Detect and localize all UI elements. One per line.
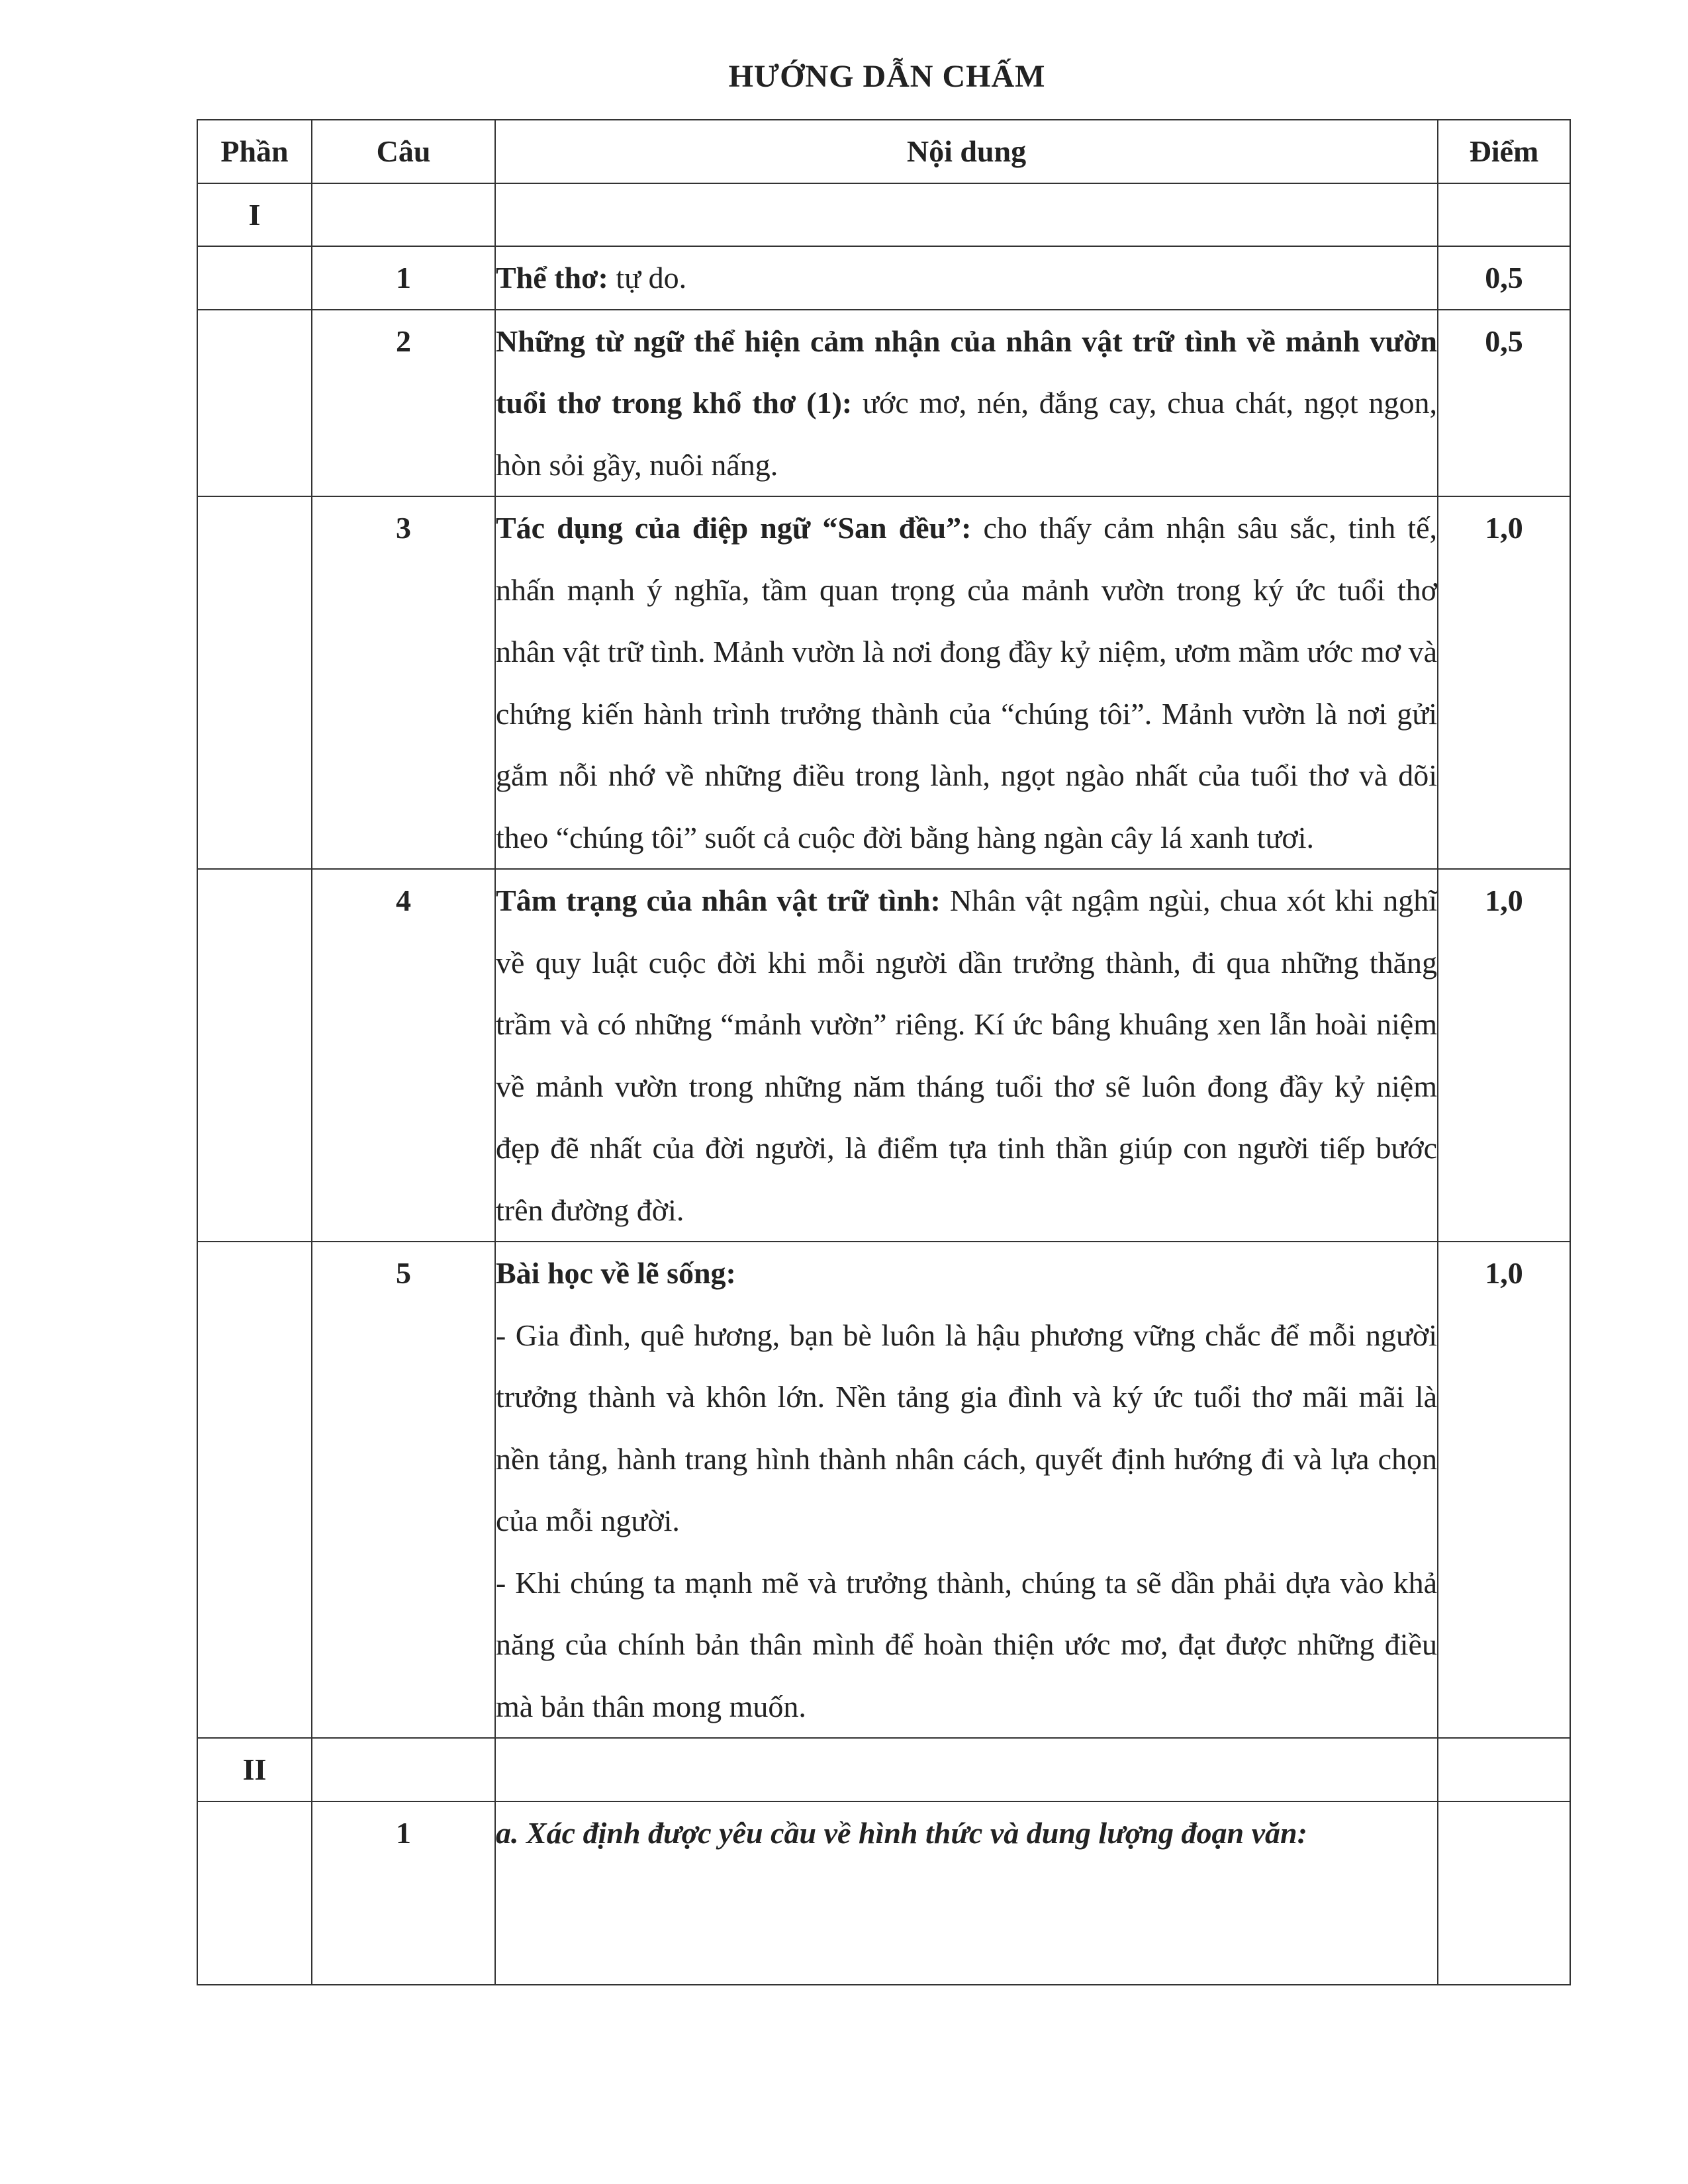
answer-content — [495, 1801, 1438, 1985]
answer-text: tự do. — [608, 261, 687, 295]
table-row — [197, 496, 1570, 869]
section-row-1 — [197, 183, 1570, 247]
table-row — [197, 1801, 1570, 1985]
answer-text: ước mơ, nén, đắng cay, chua chát, ngọt ngon, hòn sỏi gầy, nuôi nấng. — [496, 386, 1437, 482]
header-phan: Phần — [197, 120, 312, 183]
answer-text: Nhân vật ngậm ngùi, chua xót khi nghĩ về quy luật cuộc đời khi mỗi người dần trưởng thành, đi qua những thăng trầm và có những “mảnh vườn” riêng. Kí ức bâng khuâng xen lẫn hoài niệm về mảnh vườn trong những năm tháng tuổi thơ sẽ luôn đong đầy kỷ niệm đẹp đẽ nhất của đời người, là điểm tựa tinh thần giúp con người tiếp bước trên đường đời. — [496, 884, 1437, 1227]
question-number: 1 — [312, 246, 495, 310]
answer-lead: Tác dụng của điệp ngữ “San đều”: — [496, 511, 972, 545]
question-number: 1 — [312, 1801, 495, 1985]
answer-content — [495, 869, 1438, 1242]
section-row-2 — [197, 1738, 1570, 1801]
question-number: 2 — [312, 310, 495, 497]
answer-content — [495, 496, 1438, 869]
score — [1438, 1801, 1570, 1985]
header-row — [197, 120, 1570, 183]
score: 1,0 — [1438, 869, 1570, 1242]
answer-paragraph: - Khi chúng ta mạnh mẽ và trưởng thành, chúng ta sẽ dần phải dựa vào khả năng của chính bản thân mình để hoàn thiện ước mơ, đạt được những điều mà bản thân mong muốn. — [496, 1565, 1437, 1723]
score: 0,5 — [1438, 246, 1570, 310]
answer-paragraph: - Gia đình, quê hương, bạn bè luôn là hậu phương vững chắc để mỗi người trưởng thành và khôn lớn. Nền tảng gia đình và ký ức tuổi thơ mãi mãi là nền tảng, hành trang hình thành nhân cách, quyết định hướng đi và lựa chọn của mỗi người. — [496, 1318, 1437, 1537]
answer-lead: a. Xác định được yêu cầu về hình thức và dung lượng đoạn văn: — [496, 1815, 1307, 1850]
table-row — [197, 246, 1570, 310]
question-number: 4 — [312, 869, 495, 1242]
table-row — [197, 310, 1570, 497]
section-label: I — [197, 183, 312, 247]
answer-lead: Thể thơ: — [496, 261, 608, 295]
table-row — [197, 1242, 1570, 1738]
header-diem: Điểm — [1438, 120, 1570, 183]
score: 1,0 — [1438, 1242, 1570, 1738]
header-noi-dung: Nội dung — [495, 120, 1438, 183]
score: 0,5 — [1438, 310, 1570, 497]
table-row — [197, 869, 1570, 1242]
answer-content — [495, 246, 1438, 310]
grading-table — [197, 119, 1571, 1985]
answer-lead: Tâm trạng của nhân vật trữ tình: — [496, 884, 941, 917]
answer-text: cho thấy cảm nhận sâu sắc, tinh tế, nhấn mạnh ý nghĩa, tầm quan trọng của mảnh vườn trong ký ức tuổi thơ nhân vật trữ tình. Mảnh vườn là nơi đong đầy kỷ niệm, ươm mầm ước mơ và chứng kiến hành trình trưởng thành của “chúng tôi”. Mảnh vườn là nơi gửi gắm nỗi nhớ về những điều trong lành, ngọt ngào nhất của tuổi thơ và dõi theo “chúng tôi” suốt cả cuộc đời bằng hàng ngàn cây lá xanh tươi. — [496, 511, 1437, 854]
score: 1,0 — [1438, 496, 1570, 869]
answer-lead: Bài học về lẽ sống: — [496, 1256, 736, 1290]
page-title: HƯỚNG DẪN CHẤM — [728, 59, 1046, 94]
question-number: 5 — [312, 1242, 495, 1738]
answer-lead: Những từ ngữ thể hiện cảm nhận của nhân vật trữ tình về mảnh vườn tuổi thơ trong khổ thơ (1): — [496, 324, 1437, 420]
header-cau: Câu — [312, 120, 495, 183]
answer-content — [495, 1242, 1438, 1738]
section-label: II — [197, 1738, 312, 1801]
question-number: 3 — [312, 496, 495, 869]
answer-content — [495, 310, 1438, 497]
